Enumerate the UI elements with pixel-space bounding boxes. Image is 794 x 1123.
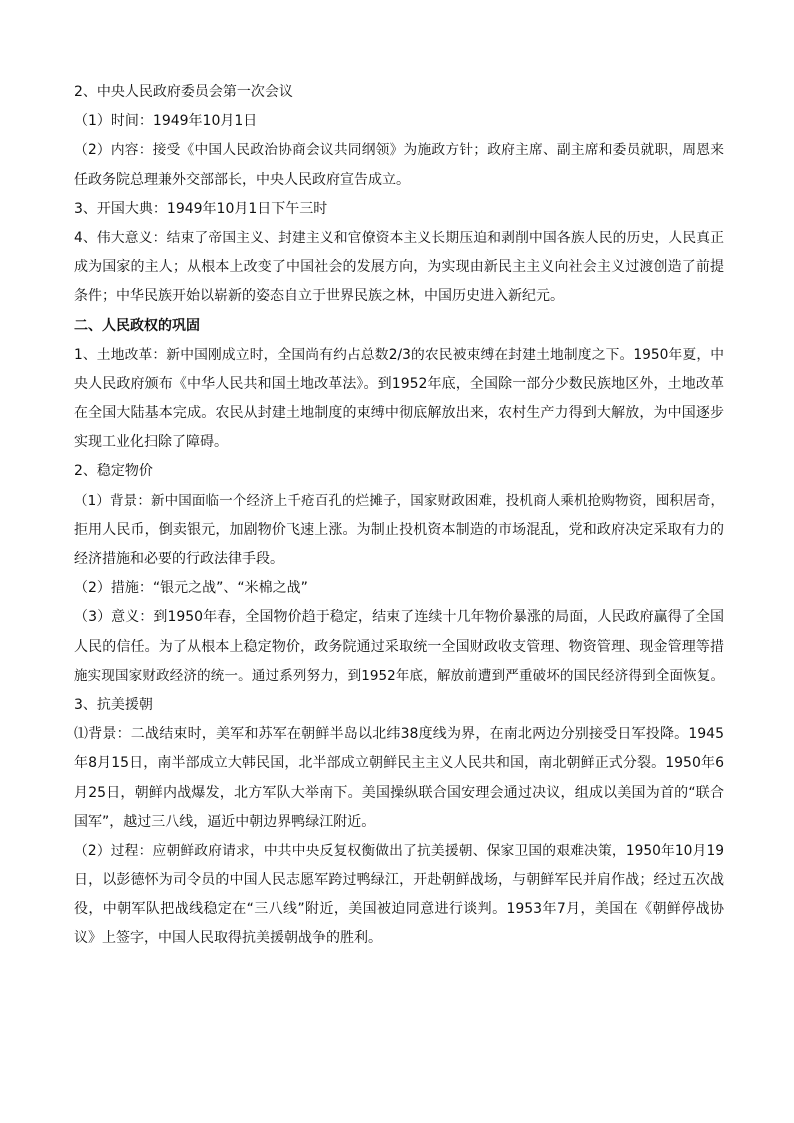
document-body [74, 78, 724, 954]
prices-significance-line: 人民的信任。为了从根本上稳定物价，政务院通过采取统一全国财政收支管理、物资管理、现金管理等措 [74, 638, 724, 655]
significance-line: 4、伟大意义：结束了帝国主义、封建主义和官僚资本主义长期压迫和剥削中国各族人民的历史，人民真正 [74, 229, 724, 246]
prices-measures: （2）措施：“银元之战”、“米棉之战” [74, 580, 308, 597]
land-reform-line: 实现工业化扫除了障碍。 [74, 434, 228, 451]
meeting-content-line: （2）内容：接受《中国人民政治协商会议共同纲领》为施政方针；政府主席、副主席和委员就职，周恩来 [74, 142, 724, 159]
meeting-time: （1）时间：1949年10月1日 [74, 113, 258, 130]
significance-line: 条件；中华民族开始以崭新的姿态自立于世界民族之林，中国历史进入新纪元。 [74, 288, 564, 305]
korea-background-line: 年8月15日，南半部成立大韩民国，北半部成立朝鲜民主主义人民共和国，南北朝鲜正式分裂。1950年6 [74, 755, 724, 772]
prices-background-line: 经济措施和必要的行政法律手段。 [74, 551, 284, 567]
korea-war-heading: 3、抗美援朝 [74, 696, 153, 713]
prices-background-line: （1）背景：新中国面临一个经济上千疮百孔的烂摊子，国家财政困难，投机商人乘机抢购物资，囤积居奇， [74, 492, 724, 509]
korea-background-line: ⑴背景：二战结束时，美军和苏军在朝鲜半岛以北纬38度线为界，在南北两边分别接受日军投降。1945 [74, 726, 724, 743]
prices-significance-line: 施实现国家财政经济的统一。通过系列努力，到1952年底，解放前遭到严重破坏的国民经济得到全面恢复。 [74, 667, 724, 684]
korea-background-line: 国军”，越过三八线，逼近中朝边界鸭绿江附近。 [74, 813, 376, 830]
prices-background-line: 拒用人民币，倒卖银元，加剧物价飞速上涨。为制止投机资本制造的市场混乱，党和政府决定采取有力的 [74, 521, 724, 538]
stabilize-prices-heading: 2、稳定物价 [74, 463, 153, 480]
section-consolidation-heading: 二、人民政权的巩固 [74, 317, 200, 334]
korea-process-line: 日，以彭德怀为司令员的中国人民志愿军跨过鸭绿江，开赴朝鲜战场，与朝鲜军民并肩作战；经过五次战 [74, 872, 724, 889]
significance-line: 成为国家的主人；从根本上改变了中国社会的发展方向，为实现由新民主主义向社会主义过渡创造了前提 [74, 259, 724, 276]
land-reform-line: 1、土地改革：新中国刚成立时，全国尚有约占总数2/3的农民被束缚在封建土地制度之下。1950年夏，中 [74, 346, 724, 363]
section-2-heading: 2、中央人民政府委员会第一次会议 [74, 84, 293, 100]
land-reform-line: 在全国大陆基本完成。农民从封建土地制度的束缚中彻底解放出来，农村生产力得到大解放，为中国逐步 [74, 405, 724, 422]
korea-process-line: 役，中朝军队把战线稳定在“三八线”附近，美国被迫同意进行谈判。1953年7月，美国在《朝鲜停战协 [74, 901, 724, 918]
prices-significance-line: （3）意义：到1950年春，全国物价趋于稳定，结束了连续十几年物价暴涨的局面，人民政府赢得了全国 [74, 609, 724, 626]
land-reform-line: 央人民政府颁布《中华人民共和国土地改革法》。到1952年底，全国除一部分少数民族地区外，土地改革 [74, 375, 724, 392]
founding-ceremony: 3、开国大典：1949年10月1日下午三时 [74, 200, 328, 217]
korea-process-line: （2）过程：应朝鲜政府请求，中共中央反复权衡做出了抗美援朝、保家卫国的艰难决策，1950年10月19 [74, 842, 724, 859]
korea-process-line: 议》上签字，中国人民取得抗美援朝战争的胜利。 [74, 930, 382, 947]
meeting-content-line: 任政务院总理兼外交部部长，中央人民政府宣告成立。 [74, 171, 410, 188]
korea-background-line: 月25日，朝鲜内战爆发，北方军队大举南下。美国操纵联合国安理会通过决议，组成以美国为首的“联合 [74, 784, 724, 801]
